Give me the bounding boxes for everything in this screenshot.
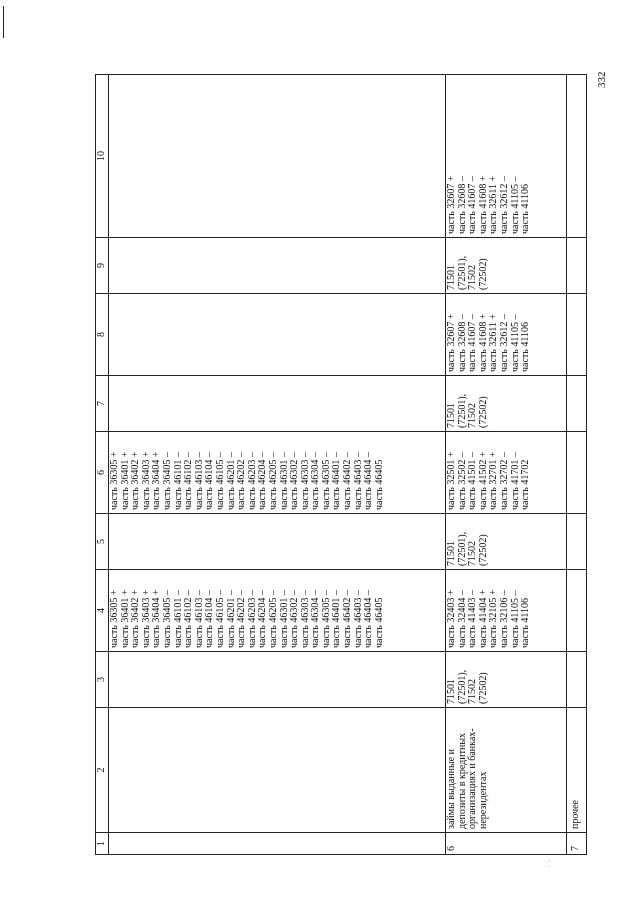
- cell-line: часть 41502 +: [477, 451, 489, 510]
- cell-empty: [109, 833, 446, 855]
- cell-line: часть 36305 +: [109, 589, 120, 648]
- cell-line: часть 46405: [373, 459, 385, 510]
- cell-line: часть 32105 +: [488, 589, 500, 648]
- cell-line: часть 36405 –: [161, 590, 173, 648]
- cell-line: часть 32612 –: [498, 314, 510, 372]
- cell-line: часть 36403 +: [140, 451, 152, 510]
- cell-line: часть 32106 –: [498, 590, 510, 648]
- header-cell-1: 1: [96, 833, 109, 855]
- cell-empty: [567, 514, 587, 570]
- cell-line: часть 46105 –: [214, 452, 226, 510]
- cell-line: 71501: [446, 265, 457, 290]
- scan-specks: · ·: [548, 857, 551, 871]
- cell-line: часть 32611 +: [488, 313, 500, 372]
- cell-empty: [567, 652, 587, 708]
- cell-line: часть 46404 –: [363, 590, 375, 648]
- cell-line: часть 46203 –: [246, 452, 258, 510]
- cell-line: часть 46305 –: [320, 590, 332, 648]
- cell-line: часть 41105 –: [509, 176, 521, 234]
- header-cell-3: 3: [96, 652, 109, 708]
- cell-line: часть 46302 –: [289, 452, 301, 510]
- cell-line: часть 46202 –: [236, 452, 248, 510]
- cell-line: часть 46103 –: [193, 452, 205, 510]
- cell-line: 71501: [446, 679, 457, 704]
- cell-line: часть 41106: [520, 598, 532, 648]
- cell-line: часть 41607 –: [467, 176, 479, 234]
- cell-line: часть 32607 +: [446, 175, 457, 234]
- cell-line: 71502: [467, 265, 479, 290]
- header-cell-10: 10: [96, 75, 109, 238]
- cell-line: (72501),: [456, 669, 468, 704]
- cell-empty: [567, 294, 587, 376]
- table-row-other: [567, 75, 587, 855]
- header-cell-2: 2: [96, 708, 109, 833]
- cell-line: часть 46204 –: [257, 452, 269, 510]
- header-cell-5: 5: [96, 514, 109, 570]
- cell-line: часть 36403 +: [140, 589, 152, 648]
- cell-accounts-col10: [446, 75, 567, 238]
- cell-empty: [567, 376, 587, 432]
- cell-empty: [109, 75, 446, 238]
- cell-line: часть 36401 +: [119, 589, 131, 648]
- cell-line: часть 46405: [373, 597, 385, 648]
- cell-line: (72501),: [456, 393, 468, 428]
- cell-line: часть 46205 –: [267, 590, 279, 648]
- row-name: прочее: [567, 708, 587, 833]
- header-cell-8: 8: [96, 294, 109, 376]
- cell-accounts-col4: [446, 570, 567, 652]
- cell-line: часть 46204 –: [257, 590, 269, 648]
- row-name: займы выданные и депозиты в кредитных организациях и банках-нерезидентах: [446, 708, 567, 833]
- cell-codes-col9: [446, 238, 567, 294]
- scan-edge-mark: [3, 6, 4, 38]
- cell-accounts-col4: [109, 570, 446, 652]
- page-number: 332: [596, 71, 608, 88]
- cell-line: часть 46303 –: [299, 452, 311, 510]
- header-cell-9: 9: [96, 238, 109, 294]
- cell-line: часть 36401 +: [119, 451, 131, 510]
- cell-line: часть 46103 –: [193, 590, 205, 648]
- header-cell-6: 6: [96, 432, 109, 514]
- cell-line: часть 46403 –: [352, 452, 364, 510]
- cell-line: часть 41501 –: [467, 452, 479, 510]
- cell-line: часть 32701 +: [488, 451, 500, 510]
- cell-line: часть 41702: [520, 459, 532, 510]
- cell-line: 71502: [467, 403, 479, 428]
- cell-line: часть 41701 –: [509, 452, 521, 510]
- cell-line: часть 41105 –: [509, 314, 521, 372]
- cell-line: часть 36402 +: [130, 451, 142, 510]
- cell-line: часть 46301 –: [278, 590, 290, 648]
- cell-line: часть 36402 +: [130, 589, 142, 648]
- cell-line: часть 46403 –: [352, 590, 364, 648]
- cell-line: часть 32403 +: [446, 589, 457, 648]
- cell-line: часть 46304 –: [310, 590, 322, 648]
- cell-line: часть 41608 +: [477, 175, 489, 234]
- cell-line: часть 46201 –: [225, 590, 237, 648]
- cell-line: часть 41608 +: [477, 313, 489, 372]
- cell-line: часть 41106: [520, 184, 532, 234]
- rotated-table-container: [95, 75, 587, 855]
- cell-line: часть 32501 +: [446, 451, 457, 510]
- cell-line: часть 46105 –: [214, 590, 226, 648]
- cell-empty: [567, 432, 587, 514]
- cell-line: часть 41106: [520, 322, 532, 372]
- cell-line: часть 46401 –: [331, 452, 343, 510]
- cell-empty: [567, 570, 587, 652]
- cell-line: часть 41403 –: [467, 590, 479, 648]
- cell-empty: [567, 238, 587, 294]
- header-cell-7: 7: [96, 376, 109, 432]
- cell-line: часть 46304 –: [310, 452, 322, 510]
- cell-empty: [109, 514, 446, 570]
- cell-line: часть 46205 –: [267, 452, 279, 510]
- cell-empty: [567, 75, 587, 238]
- cell-line: (72502): [477, 258, 489, 290]
- rotated-table-frame: [95, 75, 587, 855]
- cell-line: часть 36404 +: [151, 589, 163, 648]
- cell-line: часть 41105 –: [509, 590, 521, 648]
- cell-empty: [109, 652, 446, 708]
- cell-line: часть 32612 –: [498, 176, 510, 234]
- cell-codes-col3: [446, 652, 567, 708]
- cell-line: (72502): [477, 534, 489, 566]
- cell-line: часть 46101 –: [172, 590, 184, 648]
- cell-line: часть 46401 –: [331, 590, 343, 648]
- cell-line: часть 46301 –: [278, 452, 290, 510]
- cell-empty: [109, 294, 446, 376]
- row-number: 6: [446, 833, 567, 855]
- cell-line: (72502): [477, 396, 489, 428]
- cell-line: (72501),: [456, 531, 468, 566]
- cell-line: часть 41607 –: [467, 314, 479, 372]
- cell-line: (72501),: [456, 255, 468, 290]
- cell-line: часть 46101 –: [172, 452, 184, 510]
- document-table: [95, 74, 587, 855]
- cell-accounts-col8: [446, 294, 567, 376]
- cell-line: часть 32404 –: [456, 590, 468, 648]
- cell-line: часть 46203 –: [246, 590, 258, 648]
- cell-line: часть 32608 –: [456, 314, 468, 372]
- cell-line: часть 32608 –: [456, 176, 468, 234]
- cell-line: часть 32607 +: [446, 313, 457, 372]
- cell-empty: [109, 238, 446, 294]
- cell-line: часть 46302 –: [289, 590, 301, 648]
- cell-line: 71501: [446, 403, 457, 428]
- cell-line: часть 46402 –: [342, 590, 354, 648]
- row-number: 7: [567, 833, 587, 855]
- cell-line: часть 46104 –: [204, 452, 216, 510]
- cell-line: (72502): [477, 672, 489, 704]
- cell-line: часть 32502 –: [456, 452, 468, 510]
- cell-accounts-col6: [109, 432, 446, 514]
- cell-line: часть 46303 –: [299, 590, 311, 648]
- cell-empty: [109, 376, 446, 432]
- cell-line: часть 36305 +: [109, 451, 120, 510]
- cell-line: часть 36405 –: [161, 452, 173, 510]
- cell-line: часть 32702 –: [498, 452, 510, 510]
- cell-codes-col5: [446, 514, 567, 570]
- cell-line: часть 46402 –: [342, 452, 354, 510]
- cell-line: часть 32611 +: [488, 175, 500, 234]
- cell-line: часть 46202 –: [236, 590, 248, 648]
- cell-line: часть 46201 –: [225, 452, 237, 510]
- cell-line: часть 41404 +: [477, 589, 489, 648]
- header-cell-4: 4: [96, 570, 109, 652]
- cell-line: 71502: [467, 541, 479, 566]
- table-row-continuation: [109, 75, 446, 855]
- cell-line: часть 46102 –: [183, 590, 195, 648]
- cell-line: часть 46305 –: [320, 452, 332, 510]
- cell-accounts-col6: [446, 432, 567, 514]
- cell-line: часть 46404 –: [363, 452, 375, 510]
- table-row-loans: [446, 75, 567, 855]
- cell-line: часть 36404 +: [151, 451, 163, 510]
- cell-empty: [109, 708, 446, 833]
- cell-line: 71502: [467, 679, 479, 704]
- cell-line: часть 46102 –: [183, 452, 195, 510]
- cell-line: часть 46104 –: [204, 590, 216, 648]
- cell-line: 71501: [446, 541, 457, 566]
- cell-codes-col7: [446, 376, 567, 432]
- header-row: [96, 75, 109, 855]
